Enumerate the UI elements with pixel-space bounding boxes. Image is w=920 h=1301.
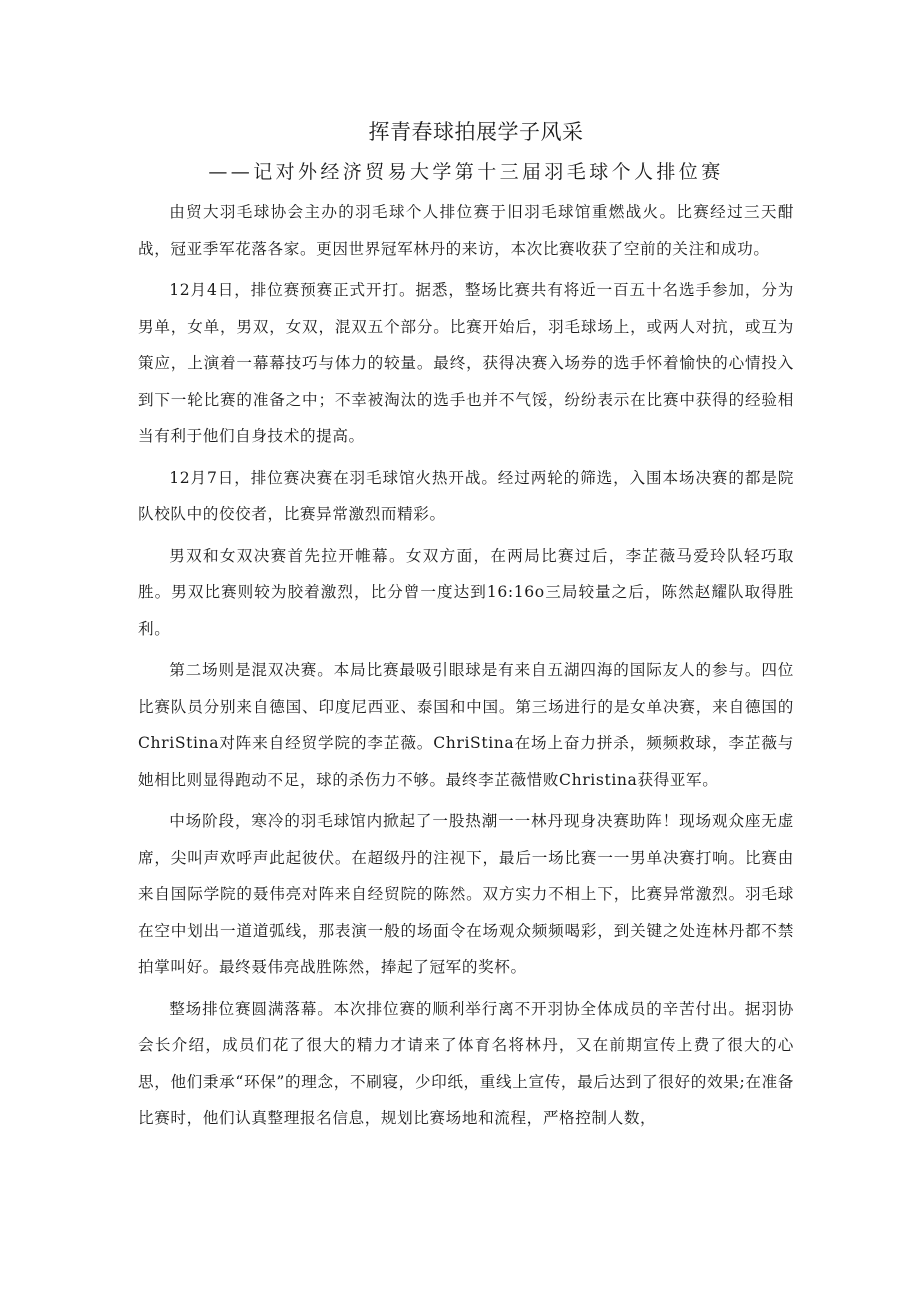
paragraph-conclusion: 整场排位赛圆满落幕。本次排位赛的顺利举行离不开羽协全体成员的辛苦付出。据羽协会长介绍，成员们花了很大的精力才请来了体育名将林丹，又在前期宣传上费了很大的心思，他们秉承“环保”的理念，不刷寝，少印纸，重线上宣传，最后达到了很好的效果;在准备比赛时，他们认真整理报名信息，规划比赛场地和流程，严格控制人数，: [138, 999, 794, 1127]
paragraph-mens-final: 中场阶段，寒冷的羽毛球馆内掀起了一股热潮一一林丹现身决赛助阵！现场观众座无虚席，尖叫声欢呼声此起彼伏。在超级丹的注视下，最后一场比赛一一男单决赛打响。比赛由来自国际学院的聂伟亮对阵来自经贸院的陈然。双方实力不相上下，比赛异常激烈。羽毛球在空中划出一道道弧线，那表演一般的场面令在场观众频频喝彩，到关键之处连林丹都不禁拍掌叫好。最终聂伟亮战胜陈然，捧起了冠军的奖杯。: [138, 812, 794, 976]
paragraph-final-start: 12月7日，排位赛决赛在羽毛球馆火热开战。经过两轮的筛选，入围本场决赛的都是院队校队中的佼佼者，比赛异常激烈而精彩。: [138, 468, 794, 523]
paragraph-preliminary: 12月4日，排位赛预赛正式开打。据悉，整场比赛共有将近一百五十名选手参加，分为男单，女单，男双，女双，混双五个部分。比赛开始后，羽毛球场上，或两人对抗，或互为策应，上演着一幕幕技巧与体力的较量。最终，获得决赛入场券的选手怀着愉快的心情投入到下一轮比赛的准备之中；不幸被淘汰的选手也并不气馁，纷纷表示在比赛中获得的经验相当有利于他们自身技术的提高。: [138, 281, 794, 445]
document-page: [138, 112, 794, 1142]
article-subtitle: ——记对外经济贸易大学第十三届羽毛球个人排位赛: [208, 161, 724, 183]
paragraph-mixed-and-womens: 第二场则是混双决赛。本局比赛最吸引眼球是有来自五湖四海的国际友人的参与。四位比赛队员分别来自德国、印度尼西亚、泰国和中国。第三场进行的是女单决赛，来自德国的ChriStina对阵来自经贸学院的李芷薇。ChriStina在场上奋力拼杀，频频救球，李芷薇与她相比则显得跑动不足，球的杀伤力不够。最终李芷薇惜败Christina获得亚军。: [138, 661, 794, 789]
paragraph-doubles: 男双和女双决赛首先拉开帷幕。女双方面，在两局比赛过后，李芷薇马爱玲队轻巧取胜。男双比赛则较为胶着激烈，比分曾一度达到16:16o三局较量之后，陈然赵耀队取得胜利。: [138, 546, 794, 638]
paragraph-intro: 由贸大羽毛球协会主办的羽毛球个人排位赛于旧羽毛球馆重燃战火。比赛经过三天酣战，冠亚季军花落各家。更因世界冠军林丹的来访，本次比赛收获了空前的关注和成功。: [138, 203, 794, 258]
article-title: 挥青春球拍展学子风采: [368, 120, 584, 144]
